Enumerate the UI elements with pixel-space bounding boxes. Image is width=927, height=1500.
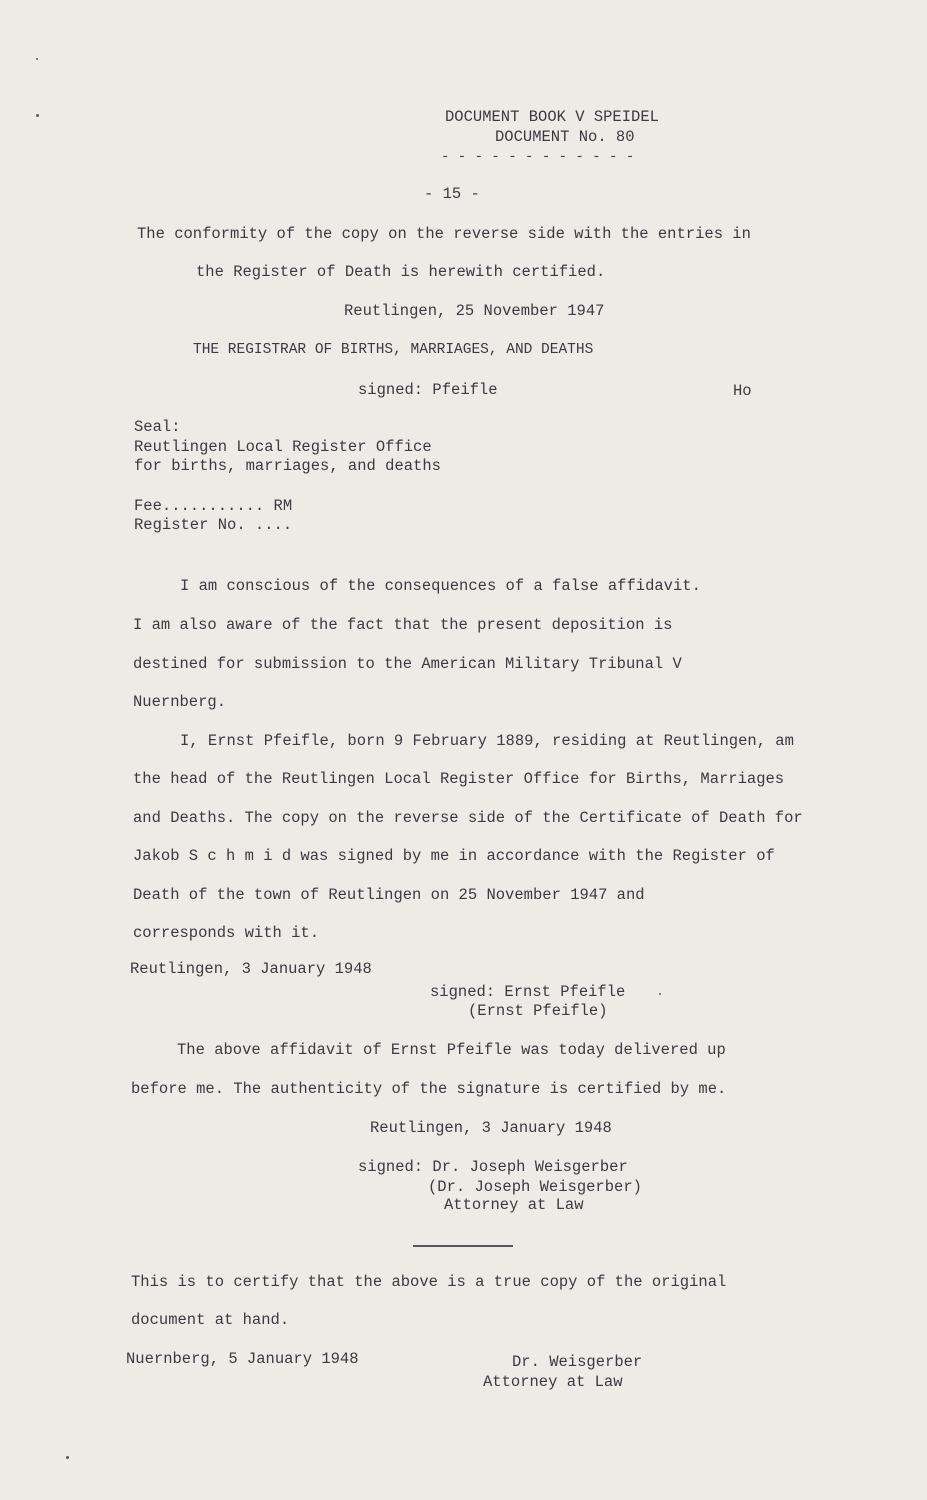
affidavit-p1-line-2: I am also aware of the fact that the present deposition is <box>133 616 673 634</box>
affidavit-p2-line-6: corresponds with it. <box>133 924 320 942</box>
paper-speck <box>36 114 39 117</box>
registrar-title: THE REGISTRAR OF BIRTHS, MARRIAGES, AND DEATHS <box>193 342 594 358</box>
seal-line-1: Reutlingen Local Register Office <box>134 438 432 456</box>
document-book-title: DOCUMENT BOOK V SPEIDEL <box>445 108 659 126</box>
attestation-line-2: before me. The authenticity of the signature is certified by me. <box>131 1080 727 1098</box>
paper-speck <box>659 993 661 995</box>
registrar-mark: Ho <box>733 382 752 400</box>
affiant-signature: signed: Ernst Pfeifle <box>430 983 626 1001</box>
affidavit-p2-line-3: and Deaths. The copy on the reverse side of the Certificate of Death for <box>133 809 803 827</box>
separator-rule <box>413 1245 513 1247</box>
affidavit-p1-line-1: I am conscious of the consequences of a false affidavit. <box>180 577 701 595</box>
attestation-place-date: Reutlingen, 3 January 1948 <box>370 1119 612 1137</box>
fee-line: Fee........... RM <box>134 497 293 515</box>
attorney-name: (Dr. Joseph Weisgerber) <box>428 1178 642 1196</box>
register-number-line: Register No. .... <box>134 516 293 534</box>
attorney-title: Attorney at Law <box>444 1196 584 1214</box>
header-dash-rule: - - - - - - - - - - - - <box>441 149 635 165</box>
affidavit-place-date: Reutlingen, 3 January 1948 <box>130 960 372 978</box>
true-copy-line-1: This is to certify that the above is a true copy of the original <box>131 1273 727 1291</box>
affidavit-p2-line-5: Death of the town of Reutlingen on 25 November 1947 and <box>133 886 645 904</box>
paper-speck <box>36 58 38 60</box>
attestation-line-1: The above affidavit of Ernst Pfeifle was today delivered up <box>177 1041 726 1059</box>
seal-label: Seal: <box>134 418 181 436</box>
true-copy-signer: Dr. Weisgerber <box>512 1353 643 1371</box>
affidavit-p2-line-4: Jakob S c h m i d was signed by me in accordance with the Register of <box>133 847 775 865</box>
affidavit-p2-line-1: I, Ernst Pfeifle, born 9 February 1889, residing at Reutlingen, am <box>180 732 794 750</box>
attorney-signature: signed: Dr. Joseph Weisgerber <box>358 1158 628 1176</box>
true-copy-signer-title: Attorney at Law <box>483 1373 623 1391</box>
affidavit-p2-line-2: the head of the Reutlingen Local Register Office for Births, Marriages <box>133 770 785 788</box>
affiant-name: (Ernst Pfeifle) <box>468 1002 608 1020</box>
document-number: DOCUMENT No. 80 <box>495 128 635 146</box>
true-copy-line-2: document at hand. <box>131 1311 290 1329</box>
paper-speck <box>66 1456 69 1459</box>
seal-line-2: for births, marriages, and deaths <box>134 457 441 475</box>
certification-line-2: the Register of Death is herewith certified. <box>196 263 606 281</box>
affidavit-p1-line-3: destined for submission to the American Military Tribunal V <box>133 655 682 673</box>
true-copy-place-date: Nuernberg, 5 January 1948 <box>126 1350 359 1368</box>
certification-place-date: Reutlingen, 25 November 1947 <box>344 302 605 320</box>
registrar-signature: signed: Pfeifle <box>358 381 498 399</box>
affidavit-p1-line-4: Nuernberg. <box>133 693 227 711</box>
page-number: - 15 - <box>424 185 480 203</box>
certification-line-1: The conformity of the copy on the reverse side with the entries in <box>137 225 751 243</box>
